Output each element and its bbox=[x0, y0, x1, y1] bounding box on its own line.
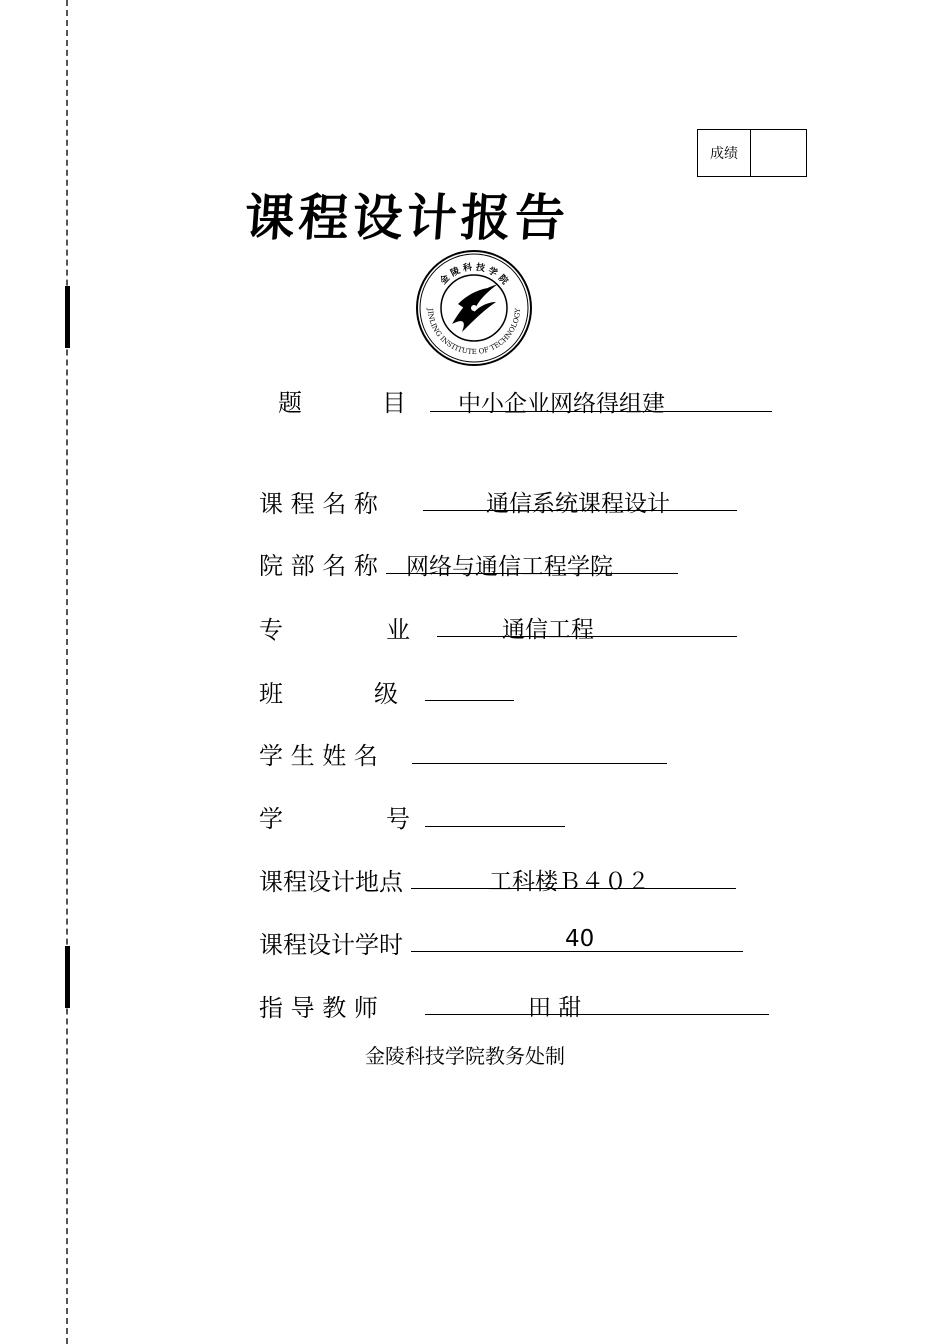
major-value: 通信工程 bbox=[502, 617, 594, 643]
hours-label: 课程设计学时 bbox=[259, 931, 403, 959]
school-logo bbox=[414, 248, 534, 368]
department-label: 院 部 名 称 bbox=[259, 552, 378, 580]
location-label: 课程设计地点 bbox=[259, 868, 403, 896]
class-line bbox=[425, 670, 514, 701]
advisor-line bbox=[425, 984, 769, 1015]
advisor-value: 田 甜 bbox=[528, 995, 582, 1021]
logo-text-top: 金 陵 科 技 学 院 bbox=[438, 262, 510, 287]
student-id-label-a: 学 bbox=[259, 805, 283, 833]
location-value: 工科楼Ｂ４０２ bbox=[489, 869, 650, 895]
logo-text-bottom: JINLING INSTITUTE OF TECHNOLOGY bbox=[425, 308, 523, 357]
topic-label-b: 目 bbox=[382, 389, 406, 417]
report-title: 课程设计报告 bbox=[242, 189, 571, 247]
footer-issuer: 金陵科技学院教务处制 bbox=[365, 1044, 565, 1068]
student-id-label-b: 号 bbox=[386, 805, 410, 833]
binding-mark-top bbox=[65, 286, 70, 348]
student-name-line bbox=[412, 733, 667, 764]
topic-label-a: 题 bbox=[278, 389, 302, 417]
class-label-b: 级 bbox=[374, 680, 398, 708]
svg-text:金 陵 科 技 学 院 bbox=[437, 261, 511, 288]
topic-value: 中小企业网络得组建 bbox=[458, 391, 665, 417]
advisor-label: 指 导 教 师 bbox=[259, 994, 378, 1022]
school-logo-emblem-icon bbox=[414, 248, 534, 368]
binding-dashed-line bbox=[66, 0, 68, 1344]
class-label-a: 班 bbox=[259, 680, 283, 708]
student-id-line bbox=[425, 796, 565, 827]
grade-label: 成绩 bbox=[698, 130, 751, 176]
hours-value: 40 bbox=[565, 926, 595, 952]
department-value: 网络与通信工程学院 bbox=[406, 554, 613, 580]
binding-mark-bottom bbox=[65, 946, 70, 1008]
major-label-b: 业 bbox=[386, 616, 410, 644]
major-label-a: 专 bbox=[259, 616, 283, 644]
grade-box bbox=[697, 129, 807, 177]
course-name-value: 通信系统课程设计 bbox=[486, 491, 670, 517]
student-name-label: 学 生 姓 名 bbox=[259, 742, 378, 770]
course-name-label: 课 程 名 称 bbox=[259, 490, 378, 518]
grade-value bbox=[751, 130, 806, 176]
